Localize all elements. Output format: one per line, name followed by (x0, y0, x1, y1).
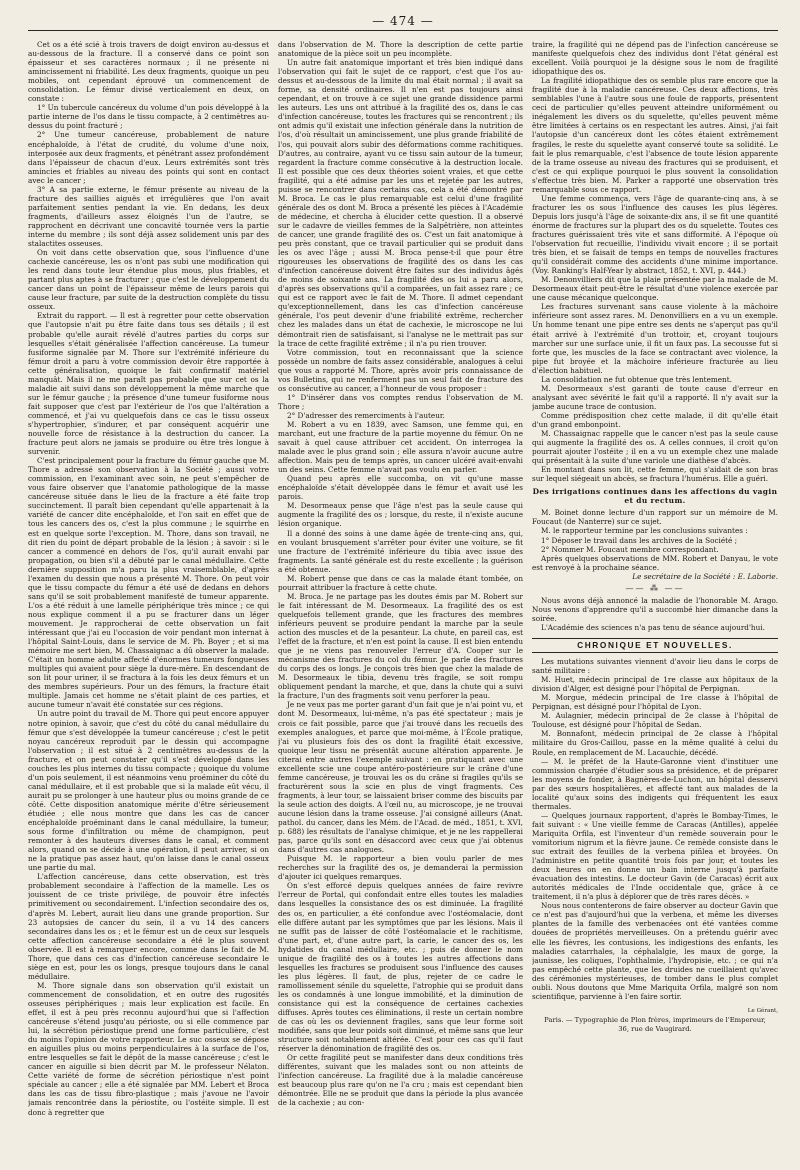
paragraph: Comme prédisposition chez cette malade, il dit qu'elle était d'un grand embonpoint. (532, 410, 778, 429)
paragraph: On voit dans cette observation que, sous l'influence d'une cachexie cancéreuse, les os n'ont pas subi une modification qui les rend dans toute leur étendue plus mous, plus friables, et partant plus aptes à se fracturer ; que c'est le développement du cancer dans un point de l'épaisseur même de leurs parois qui cause leur fracture, par suite de la destruction complète du tissu osseux. (28, 248, 269, 312)
paragraph: 1° D'insérer dans vos comptes rendus l'observation de M. Thore ; (278, 392, 523, 411)
printer-address: 36, rue de Vaugirard. (618, 1024, 692, 1033)
printer-imprint (532, 1007, 778, 1034)
paragraph: On s'est efforcé depuis quelques années de faire revivre l'erreur de Portal, qui confondait entre elles toutes les maladies dans lesquelles la consistance des os est diminuée. La fragilité des os, en particulier, a été confondue avec l'ostéomalacie, dont elle diffère autant par les symptômes que par les lésions. Mais il ne suffit pas de laisser de côté l'ostéomalacie et le rachitisme, d'une part, et, d'une autre part, la carie, le cancer des os, les hydatides du canal médullaire, etc. ; puis de donner le nom unique de fragilité des os à toutes les autres affections dans lesquelles les fractures se produisent sous l'influence des causes les plus légères. Il faut, de plus, rejeter de ce cadre le ramollissement sénile du squelette, l'atrophie qui se produit dans les os condamnés à une longue immobilité, et la diminution de consistance qui est la conséquence de certaines cachexies diffuses. Après toutes ces éliminations, il reste un certain nombre de cas où les os deviennent fragiles, sans que leur forme soit modifiée, sans que leur poids soit diminué, et même sans que leur structure soit notablement altérée. C'est pour ces cas qu'il faut réserver la dénomination de fragilité des os. (278, 881, 523, 1054)
paragraph: M. Robert a vu en 1839, avec Samson, une femme qui, en marchant, eut une fracture de la partie moyenne du fémur. On ne savait à quel cause attribuer cet accident. On interrogea la malade avec le plus grand soin ; elle assura n'avoir aucune autre affection. Mais peu de temps après, un cancer ulcéré avait-envahi un des seins. Cette femme n'avait pas voulu en parler. (278, 419, 523, 475)
paragraph: Nous nous contenterons de faire observer au docteur Gavin que ce n'est pas d'aujourd'hui que la verbena, et même les diverses plantes de la famille des verbenacées ont été vantées comme douées de propriétés merveilleuses. On a prétendu guérir avec elle les fièvres, les contusions, les indigestions des enfants, les maladies catarrhales, la céphalalgie, les maux de gorge, la jaunisse, les coliques, l'ophthalmie, l'hydropisie, etc. ; ce qui n'a pas empêché cette plante, que les druides ne cueillaient qu'avec des cérémonies mystérieuses, de tomber dans le plus complet oubli. Nous doutons que Mme Mariquita Orfila, malgré son nom scientifique, parvienne à l'en faire sortir. (532, 901, 778, 1001)
printer-line: Paris. — Typographie de Plon frères, imprimeurs de l'Empereur, (544, 1015, 766, 1024)
column-left (28, 40, 269, 1162)
paragraph: M. Bonnafont, médecin principal de 2e classe à l'hôpital militaire du Gros-Caillou, passe en la même qualité à celui du Roule, en remplacement de M. Lacauchie, décédé. (532, 729, 778, 757)
paragraph: 3° A sa partie externe, le fémur présente au niveau de la fracture des saillies aiguës et irrégulières que l'on avait parfaitement senties pendant la vie. En dedans, les deux fragments, d'ailleurs assez éloignés l'un de l'autre, se rapprochent en décrivant une concavité tournée vers la partie interne du membre ; ils sont déjà assez solidement unis par des stalactites osseuses. (28, 184, 269, 249)
paragraph: 1° Déposer le travail dans les archives de la Société ; (541, 535, 738, 545)
chronique-heading: CHRONIQUE ET NOUVELLES. (532, 638, 778, 653)
paragraph: M. Robert pense que dans ce cas la malade étant tombée, on pourrait attribuer la fracture à cette chute. (278, 573, 523, 592)
paragraph: Or cette fragilité peut se manifester dans deux conditions très différentes, suivant que les malades sont ou non atteints de l'infection cancéreuse. La fragilité due à la maladie cancéreuse est beaucoup plus rare qu'on ne l'a cru ; mais est cependant bien démontrée. Elle ne se produit que dans la période la plus avancée de la cachexie ; au con- (278, 1053, 523, 1108)
paragraph: M. Chassaignac rappelle que le cancer n'est pas la seule cause qui augmente la fragilité des os. A celles connues, il croit qu'on pourrait ajouter l'ostéite ; il en a vu un exemple chez une malade qui présentait à la suite d'une variole une diathèse d'abcès. (532, 429, 778, 466)
paragraph: Je ne veux pas me porter garant d'un fait que je n'ai point vu, et dont M. Desormeaux, lui-même, n'a pas été spectateur ; mais je crois ce fait possible, parce que j'ai trouvé dans les recueils des exemples analogues, et parce que moi-même, à l'École pratique, j'ai vu plusieurs fois des os dont la fragilité était excessive, quoique leur tissu ne présentât aucune altération apparente. Je citerai entre autres l'exemple suivant : en pratiquant avec une excellente scie une coupe antéro-postérieure sur le crâne d'une femme cancéreuse, je trouvai les os du crâne si fragiles qu'ils se fracturèrent sous la scie en plus de vingt fragments. Ces fragments, à leur tour, se laissaient briser comme des biscuits par la seule action des doigts. A l'œil nu, au microscope, je ne trouvai aucune lésion dans la trame osseuse. J'ai consigné ailleurs (Anat. pathol. du cancer, dans les Mém. de l'Acad. de méd., 1851, t. XVI, p. 688) les résultats de l'analyse chimique, et je ne les rappellerai pas, parce qu'ils sont en désaccord avec ceux que j'ai obtenus dans d'autres cas analogues. (278, 700, 523, 855)
paragraph: La consolidation ne fut obtenue que très lentement. (541, 374, 732, 384)
paragraph: La fragilité idiopathique des os semble plus rare encore que la fragilité due à la maladie cancéreuse. Ces deux affections, très semblables l'une à l'autre sous une foule de rapports, présentent ceci de particulier qu'elles peuvent atteindre uniformément ou inégalement les divers os du squelette, qu'elles peuvent même être limitées à certains os en respectant les autres. Ainsi, j'ai fait l'autopsie d'un cancéreux dont les côtes étaient extrêmement fragiles, le reste du squelette ayant conservé toute sa solidité. Le fait le plus remarquable, c'est l'absence de toute lésion apparente de la trame osseuse au niveau des fractures qui se produisent, et c'est ce qui explique pourquoi le plus souvent la consolidation s'effectue très bien. M. Parker a rapporté une observation très remarquable sous ce rapport. (532, 76, 778, 194)
paragraph: dans l'observation de M. Thore la description de cette partie anatomique de la pièce soit un peu incomplète. (278, 40, 523, 59)
paragraph: Nous avons déjà annoncé la maladie de l'honorable M. Arago. Nous venons d'apprendre qu'il a succombé hier dimanche dans la soirée. (532, 595, 778, 623)
paragraph: M. Desormeaux pense que l'âge n'est pas la seule cause qui augmente la fragilité des os ; lorsque, du reste, il n'existe aucune lésion organique. (278, 501, 523, 529)
paragraph: Cet os a été scié à trois travers de doigt environ au-dessus et au-dessous de la fracture. Il a conservé dans ce point son épaisseur et ses caractères normaux ; il ne présente ni amincissement ni friabilité. Les deux fragments, quoique un peu mobiles, ont cependant éprouvé un commencement de consolidation. Le fémur divisé verticalement en deux, on constate : (28, 40, 269, 104)
page-number: — 474 — (372, 14, 434, 28)
printer-label: Le Gérant, (747, 1007, 778, 1014)
paragraph: 2° Nommer M. Foucaut membre correspondant. (541, 544, 719, 554)
column-middle (278, 40, 523, 1162)
paragraph: M. Thore signale dans son observation qu'il existait un commencement de consolidation, et en outre des rugosités osseuses périphériques ; mais leur explication est facile. En effet, il est à peu près reconnu aujourd'hui que si l'affection cancéreuse s'étend jusqu'au périoste, ou si elle commence par lui, la sécrétion périostique prend une forme particulière, c'est du moins l'opinion de votre rapporteur. Le suc osseux se dépose en aiguilles plus ou moins perpendiculaires à la surface de l'os, entre lesquelles se fait le dépôt de la masse cancéreuse ; c'est le cancer en aiguille si bien décrit par M. le professeur Nélaton. Cette variété de forme de sécrétion périostique n'est point spéciale au cancer ; elle a été signalée par MM. Lebert et Broca dans les cas de tissu fibro-plastique ; mais j'avoue ne l'avoir jamais rencontrée dans la périostite, ou l'ostéite simple. Il est donc à regretter que (28, 980, 269, 1117)
paragraph: M. Boinet donne lecture d'un rapport sur un mémoire de M. Foucaut (de Nanterre) sur ce sujet. (532, 508, 778, 527)
paragraph: M. le rapporteur termine par les conclusions suivantes : (541, 526, 748, 536)
paragraph: L'Académie des sciences n'a pas tenu de séance aujourd'hui. (541, 622, 765, 632)
ornament-divider: —— ⁂ —— (625, 583, 685, 593)
paragraph: M. Morgue, médecin principal de 1re classe à l'hôpital de Perpignan, est désigné pour l'hôpital de Lyon. (532, 693, 778, 712)
paragraph: M. Denonvilliers dit que la plaie présentée par la malade de M. Desormeaux était peut-être le résultat d'une violence exercée par une cause mécanique quelconque. (532, 275, 778, 303)
paragraph: — Quelques journaux rapportent, d'après le Bombay-Times, le fait suivant : « Une vieille femme de Caracas (Antilles), appelée Mariquita Orfila, est l'inventeur d'un remède souverain pour le vomitorium nigrum et la fièvre jaune. Ce remède consiste dans le suc extrait des feuilles de la verbena piñlea et broyées. On l'administre en petite quantité trois fois par jour, et toutes les deux heures on en donne un bain interne jusqu'à parfaite évacuation des intestins. Le docteur Gavin (de Caracas) écrit aux autorités médicales de l'Inde occidentale que, grâce à ce traitement, il n'a plus à déplorer que de très rares décès. » (532, 810, 778, 902)
page-header (28, 10, 778, 31)
column-right (532, 40, 778, 1162)
paragraph: C'est principalement pour la fracture du fémur gauche que M. Thore a adressé son observation à la Société ; aussi votre commission, en l'examinant avec soin, ne peut s'empêcher de vous faire observer que l'anatomie pathologique de la masse cancéreuse située dans le lieu de la fracture a été faite trop succinctement. Il paraît bien cependant qu'elle appartenait à la variété de cancer dite encéphaloïde, et l'on sait en effet que de tous les cancers des os, c'est la plus commune ; le squirrhe en est en quelque sorte l'exception. M. Thore, dans son travail, ne dit rien du point de départ probable de la lésion ; à savoir : si le cancer a commencé en dehors de l'os, qu'il aurait envahi par propagation, ou bien s'il a débuté par le canal médullaire. Cette dernière supposition m'a paru la plus vraisemblable, d'après l'examen du dessin que nous a présenté M. Thore. On peut voir que le tissu compacte du fémur a été usé de dedans en dehors sans qu'il se soit probablement manifesté de tumeur apparente. L'os a été réduit à une lamelle périphérique très mince ; ce qui nous explique comment il a pu se fracturer dans un léger mouvement. Je rapprocherai de cette observation un fait intéressant que j'ai eu l'occasion de voir pendant mon internat à l'hôpital Saint-Louis, dans le service de M. Ph. Boyer ; et si ma mémoire me sert bien, M. Chassaignac a dû observer la malade. C'était un homme adulte affecté d'énormes tumeurs fongueuses multiples qui avaient pour siège la dure-mère. En descendant de son lit pour uriner, il se fractura à la fois les deux fémurs et un des membres supérieurs. Pour un des fémurs, la fracture était multiple. Jamais cet homme ne s'était plaint de ces parties, et aucune tumeur n'avait été constatée sur ces régions. (28, 456, 269, 710)
paragraph: L'affection cancéreuse, dans cette observation, est très probablement secondaire à l'affection de la mamelle. Les os jouissent de ce triste privilège, de pouvoir être infectés primitivement ou secondairement. L'infection secondaire des os, d'après M. Lebert, aurait lieu dans une grande proportion. Sur 23 autopsies de cancer du sein, il a vu 14 des cancers secondaires dans les os ; et le fémur est un de ceux sur lesquels cette affection cancéreuse secondaire a été le plus souvent observée. Il est à remarquer encore, comme dans le fait de M. Thore, que dans ces cas d'infection cancéreuse secondaire le siège en est, pour les os longs, presque toujours dans le canal médullaire. (28, 872, 269, 981)
section-heading: Des irrigations continues dans les affections du vagin et du rectum. (532, 487, 778, 506)
paragraph: traire, la fragilité qui ne dépend pas de l'infection cancéreuse se manifeste quelquefois chez des individus dont l'état général est excellent. Voilà pourquoi je la désigne sous le nom de fragilité idiopathique des os. (532, 40, 778, 77)
paragraph: Une femme commença, vers l'âge de quarante-cinq ans, à se fracturer les os sous l'influence des causes les plus légères. Depuis lors jusqu'à l'âge de soixante-dix ans, il se fit une quantité énorme de fractures sur la plupart des os du squelette. Toutes ces fractures guérissaient très vite et sans difformité. A l'époque où l'observation fut recueillie, l'individu vivait encore ; il se portait très bien, et se faisait de temps en temps de nouvelles fractures qu'il considérait comme des accidents d'une minime importance. (Voy. Ranking's Half-Year ly abstract, 1852, t. XVI, p. 444.) (532, 193, 778, 276)
paragraph: M. Aulagnier, médecin principal de 2e classe à l'hôpital de Toulouse, est désigné pour l'hôpital de Sedan. (532, 711, 778, 730)
paragraph: En montant dans son lit, cette femme, qui s'aidait de son bras sur lequel siégeait un abcès, se fractura l'humérus. Elle a guéri. (532, 465, 778, 484)
paragraph: Après quelques observations de MM. Robert et Danyau, le vote est renvoyé à la prochaine séance. (532, 553, 778, 572)
paragraph: Les fractures survenant sans cause violente à la mâchoire inférieure sont assez rares. M. Denonvilliers en a vu un exemple. Un homme tenant une pipe entre ses dents ne s'aperçut pas qu'il était arrivé à l'extrémité d'un trottoir, et, croyant toujours marcher sur une surface unie, il fit un faux pas. La secousse fut si forte que, les muscles de la face se contractant avec violence, la pipe fut broyée et la mâchoire inférieure fracturée au lieu d'élection habituel. (532, 302, 778, 375)
paragraph: Les mutations suivantes viennent d'avoir lieu dans le corps de santé militaire : (532, 657, 778, 676)
columns (28, 40, 778, 1162)
paragraph: Puisque M. le rapporteur a bien voulu parler de mes recherches sur la fragilité des os, je demanderai la permission d'ajouter ici quelques remarques. (278, 854, 523, 882)
paragraph: 1° Un tubercule cancéreux du volume d'un pois développé à la partie interne de l'os dans le tissu compacte, à 2 centimètres au-dessus du point fracturé ; (28, 103, 269, 131)
paragraph: Il a donné des soins à une dame âgée de trente-cinq ans, qui, en voulant brusquement s'arrêter pour éviter une voiture, se fit une fracture de l'extrémité inférieure du tibia avec issue des fragments. La santé générale est du reste excellente ; la guérison a été obtenue. (278, 528, 523, 574)
paragraph: M. Broca. Je ne partage pas les doutes émis par M. Robert sur le fait intéressant de M. Desormeaux. La fragilité des os est quelquefois tellement grande, que les fractures des membres inférieurs peuvent se produire pendant la marche par la seule action des muscles et de la pesanteur. La chute, en pareil cas, est l'effet de la fracture, et n'en est point la cause. Il est bien entendu que je ne viens pas renouveler l'erreur d'A. Cooper sur le mécanisme des fractures du col du fémur. Je parle des fractures du corps des os longs. Je conçois très bien que chez la malade de M. Desormeaux le tibia, devenu très fragile, se soit rompu obliquement pendant la marche, et que, dans la chute qui a suivi la fracture, l'un des fragments soit venu perforer la peau. (278, 591, 523, 701)
paragraph: 2° D'adresser des remerciments à l'auteur. (287, 410, 445, 420)
paragraph: — M. le préfet de la Haute-Garonne vient d'instituer une commission chargée d'étudier sous sa présidence, et de préparer les moyens de fonder, à Bagnères-de-Luchon, un hôpital desservi par des sœurs hospitalières, et affecté tant aux malades de la localité qu'aux soins des indigents qui fréquentent les eaux thermales. (532, 756, 778, 811)
paragraph: Extrait du rapport. — Il est à regretter pour cette observation que l'autopsie n'ait pu être faite dans tous ses détails ; il est probable qu'elle aurait révélé d'autres parties du corps sur lesquelles s'était généralisée l'affection cancéreuse. La tumeur fusiforme signalée par M. Thore sur l'extrémité inférieure du fémur droit a paru à votre commission devoir être rapportée à cette généralisation, quoique le fait confirmatif matériel manquât. Mais il ne me paraît pas probable que sur cet os la maladie ait suivi dans son développement la même marche que sur le fémur gauche ; la présence d'une tumeur fusiforme nous fait supposer que c'est par l'extérieur de l'os que l'altération a commencé, et j'ai vu quelquefois dans ce cas le tissu osseux s'hypertrophier, s'indurer, et par conséquent acquérir une nouvelle force de résistance à la destruction du cancer. La fracture peut alors ne jamais se produire ou être très longue à survenir. (28, 311, 269, 457)
paragraph: 2° Une tumeur cancéreuse, probablement de nature encéphaloïde, à l'état de crudité, du volume d'une noix, interposée aux deux fragments, et pénétrant assez profondément dans l'épaisseur de chacun d'eux. Leurs extrémités sont très amincies et friables au niveau des points qui sont en contact avec le cancer ; (28, 130, 269, 185)
paragraph: Quand peu après elle succomba, on vit qu'une masse encéphaloïde s'était développée dans le fémur et avait usé les parois. (278, 474, 523, 502)
paragraph: Un autre point du travail de M. Thore qui peut encore appuyer notre opinion, à savoir, que c'est du côté du canal médullaire du fémur que s'est développée la tumeur cancéreuse ; c'est le petit noyau cancéreux reproduit par le dessin qui accompagne l'observation ; il est situé à 2 centimètres au-dessus de la fracture, et on peut constater qu'il s'est développé dans les couches les plus internes du tissu compacte ; quoique du volume d'un pois seulement, il est néanmoins venu proéminer du côté du canal médullaire, et il est probable que si la malade eût vécu, il aurait pu se prolonger à une hauteur plus ou moins grande de ce côté. Cette disposition anatomique mérite d'être sérieusement étudiée ; elle nous montre que dans les cas de cancer encéphaloïde proéminant dans le canal médullaire, la tumeur, sous forme d'infiltration ou même de champignon, peut remonter à des hauteurs diverses dans le canal, et comment alors, quand on se décide à une opération, il peut arriver, si on ne la pratique pas assez haut, qu'on laisse dans le canal osseux une partie du mal. (28, 709, 269, 873)
paragraph: M. Huet, médecin principal de 1re classe aux hôpitaux de la division d'Alger, est désigné pour l'hôpital de Perpignan. (532, 675, 778, 694)
paragraph: Votre commission, tout en reconnaissant que la science possède un nombre de faits assez considérable, analogues à celui que vous a rapporté M. Thore, après avoir pris connaissance de vos Bulletins, qui ne renferment pas un seul fait de fracture des os consécutive au cancer, a l'honneur de vous proposer : (278, 347, 523, 393)
signature: Le secrétaire de la Société : E. Laborie. (632, 571, 778, 581)
paragraph: Un autre fait anatomique important et très bien indiqué dans l'observation qui fait le sujet de ce rapport, c'est que l'os au-dessus et au-dessous de la limite du mal était normal ; il avait sa forme, sa densité ordinaires. Il n'en est pas toujours ainsi cependant, et on trouve à ce sujet une grande dissidence parmi les auteurs. Les uns ont attribué à la fragilité des os, dans le cas d'infection cancéreuse, toutes les fractures qui se rencontrent ; ils ont admis qu'il existait une infection générale dans la nutrition de l'os, d'où résultait un amincissement, une plus grande friabilité de l'os, qui pouvait alors subir des déformations comme rachitiques. D'autres, au contraire, ayant vu ce tissu sain autour de la tumeur, regardent la fracture comme consécutive à la destruction locale. Il est possible que ces deux théories soient vraies, et que cette fragilité, qui a été admise par les uns et rejetée par les autres, puisse se rencontrer dans certains cas, cela a été démontré par M. Broca. Le cas le plus remarquable est celui d'une fragilité générale des os dont M. Broca a présenté les pièces à l'Académie de médecine, et chercha à élucider cette question. Il a observé sur le cadavre de vieilles femmes de la Salpêtrière, non atteintes de cancer, une grande fragilité des os. C'est un fait anatomique à peu près constant, que ce travail particulier qui se produit dans les os avec l'âge ; aussi M. Broca pense-t-il que pour être rigoureuses les observations de fragilité des os dans les cas d'infection cancéreuse doivent être faites sur des individus âgés de moins de soixante ans. La fragilité des os lui a paru alors, d'après ses observations qu'il a comparées, un fait assez rare ; ce qui est ce rapport avec le fait de M. Thore. Il admet cependant qu'exceptionnellement, dans les cas d'infection cancéreuse générale, l'os peut devenir d'une friabilité extrême, rechercher chez les malades dans un état de cachexie, le microscope ne lui démontrait rien de satisfaisant, si l'analyse ne le mettrait pas sur la trace de cette fragilité extrême ; il n'a pu rien trouver. (278, 58, 523, 348)
paragraph: M. Desormeaux s'est garanti de toute cause d'erreur en analysant avec sévérité le fait qu'il a rapporté. Il n'y avait sur la jambe aucune trace de contusion. (532, 383, 778, 411)
